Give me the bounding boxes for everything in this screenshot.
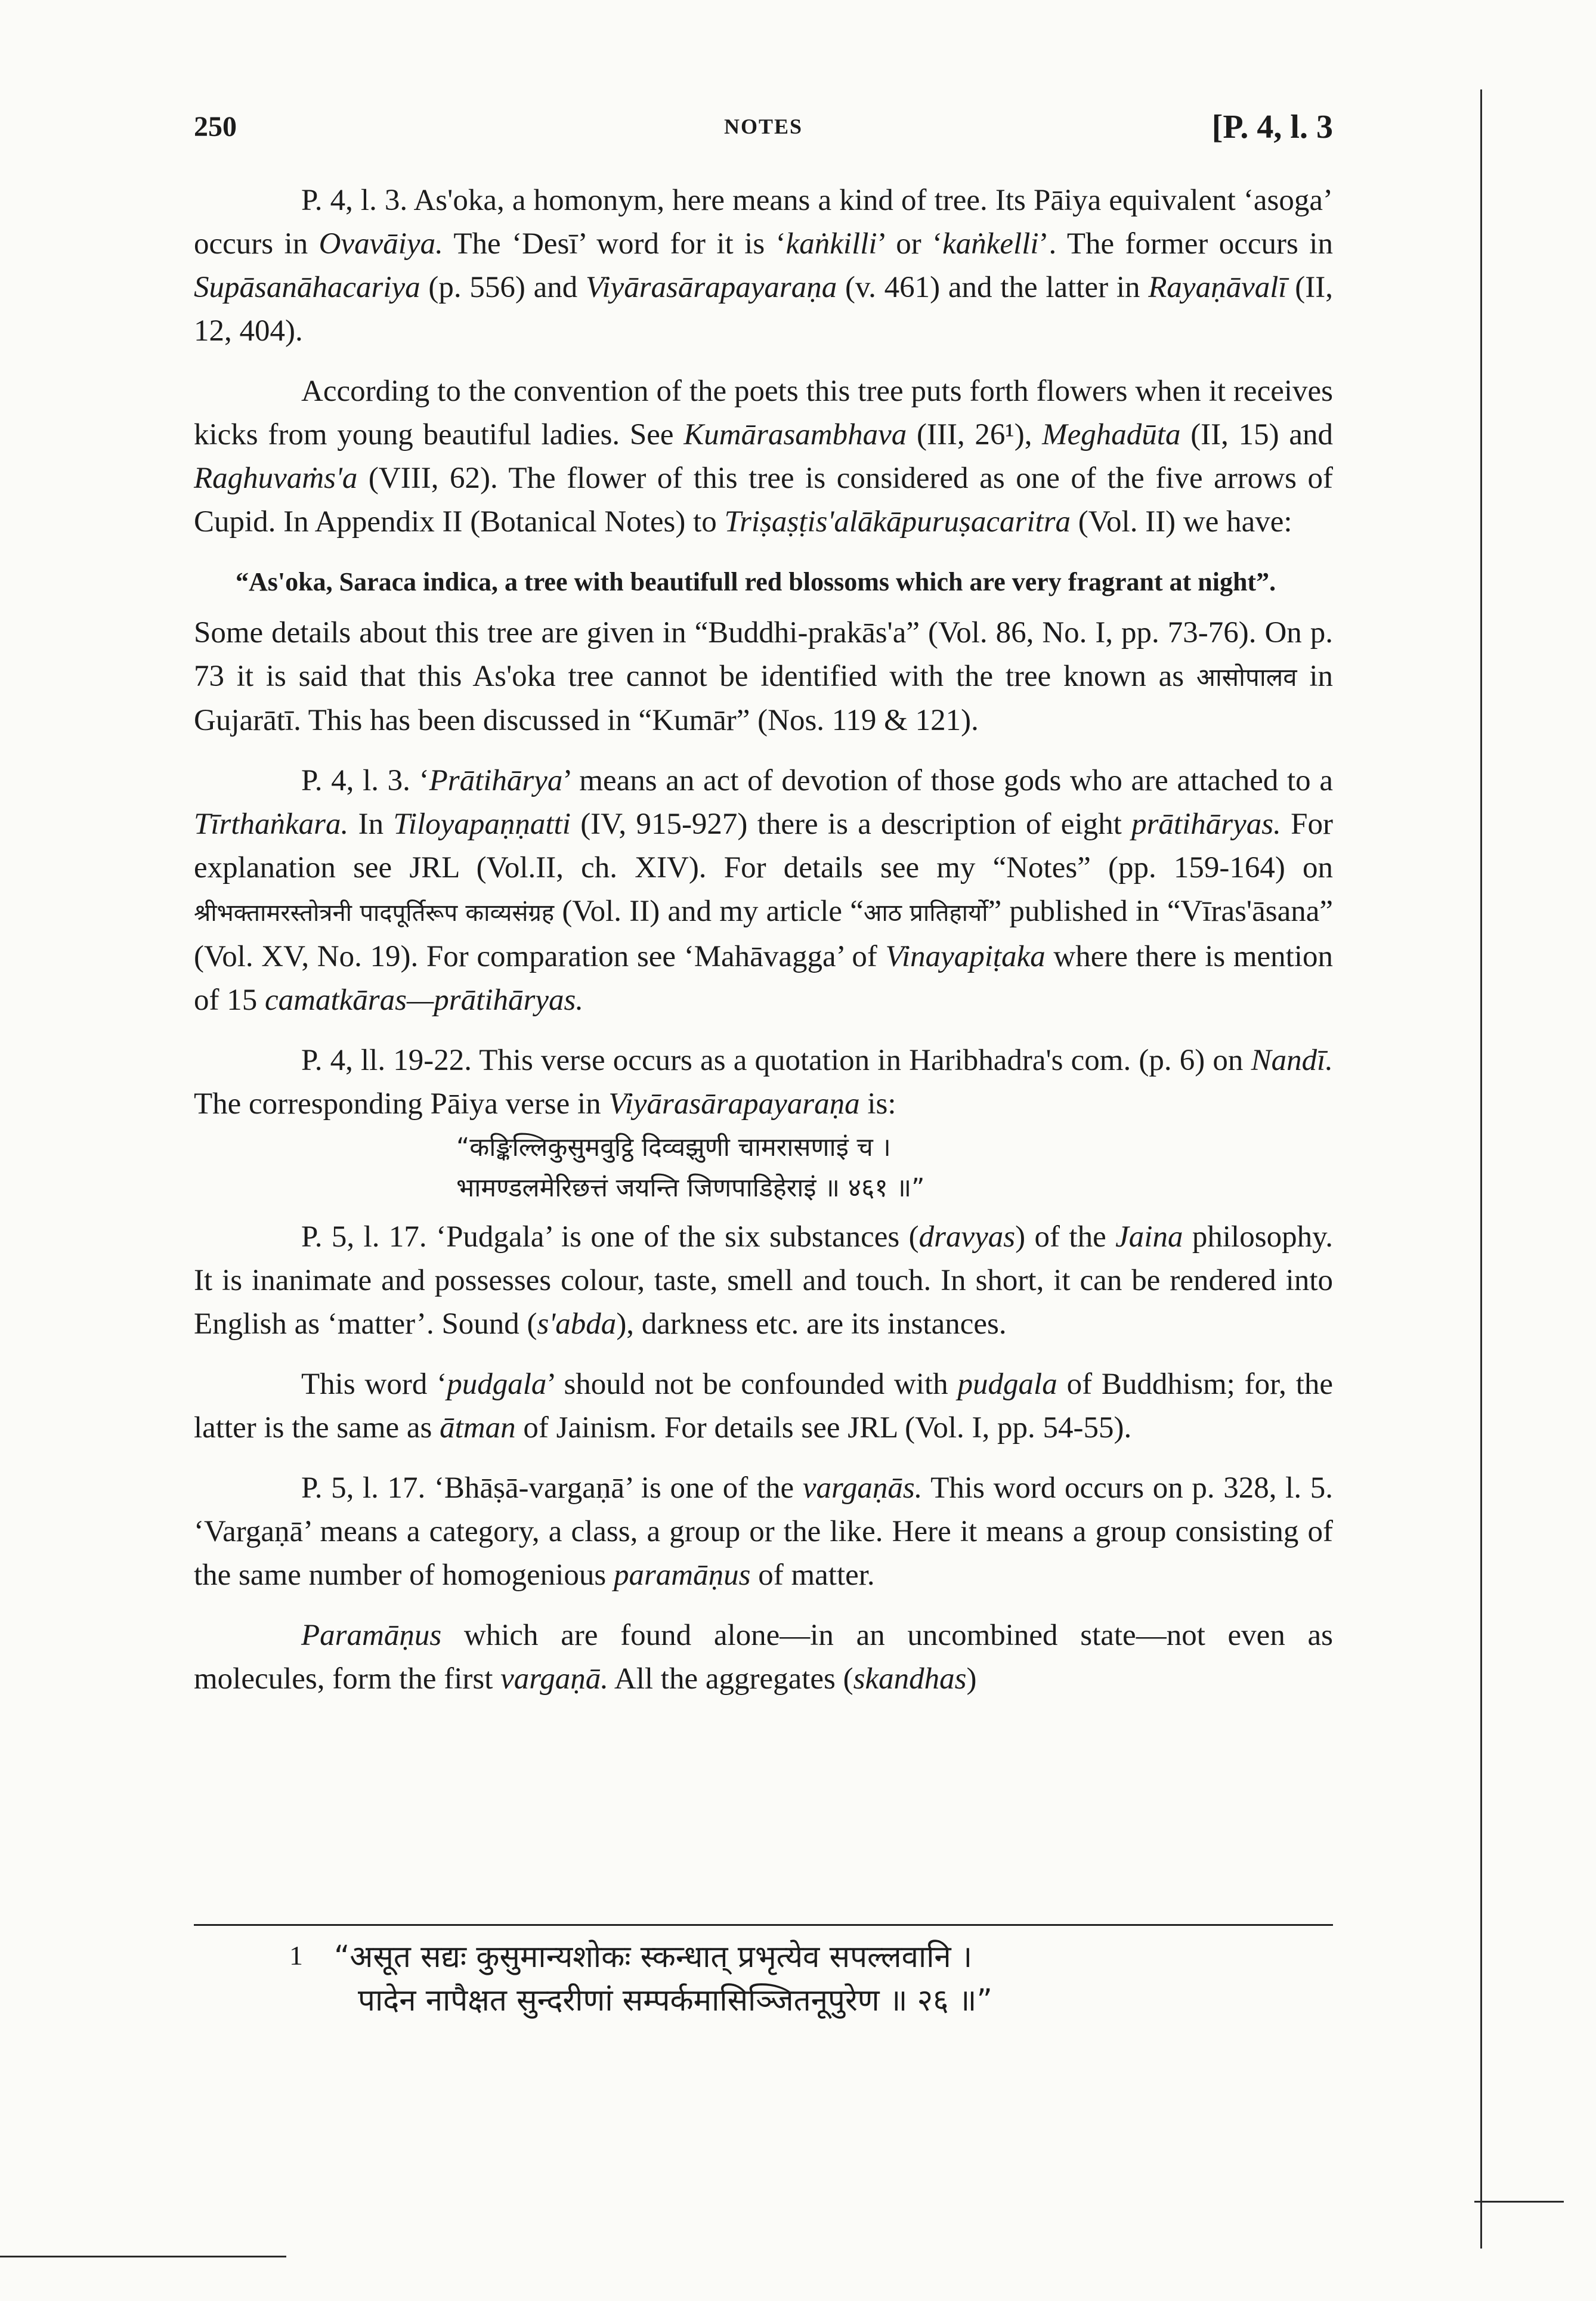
note-paragraph-bhasa-vargana: P. 5, l. 17. ‘Bhāṣā-vargaṇā’ is one of the vargaṇās. This word occurs on p. 328, l. 5. ‘Vargaṇā’ means a category, a class, a group or the like. Here it means a group consisting of the same number of homogenious paramāṇus of matter. (194, 1471, 1333, 1592)
scan-edge-corner (1474, 2201, 1564, 2203)
note-paragraph-buddhi-prakasa: Some details about this tree are given in “Buddhi-prakās'a” (Vol. 86, No. I, pp. 73-76). On p. 73 it is said that this As'oka tree cannot be identified with the tree known as आसोपालव in Gujarātī. This has been discussed in “Kumār” (Nos. 119 & 121). (194, 616, 1334, 737)
note-paragraph-pudgala-buddhism: This word ‘pudgala’ should not be confounded with pudgala of Buddhism; for, the latter is the same as ātman of Jainism. For details see JRL (Vol. I, pp. 54-55). (194, 1368, 1334, 1445)
scan-edge-line (1480, 89, 1482, 2249)
footnote-divider (194, 1924, 1333, 1926)
note-paragraph-pudgala: P. 5, l. 17. ‘Pudgala’ is one of the six substances (dravyas) of the Jaina philosophy. It is inanimate and possesses colour, taste, smell and touch. In short, it can be rendered into English as ‘matter’. Sound (s'abda), darkness etc. are its instances. (194, 1220, 1334, 1341)
botanical-quote: “As'oka, Saraca indica, a tree with beautifull red blossoms which are very fragrant at night”. (236, 567, 1276, 596)
footnote-number: 1 (289, 1940, 303, 1971)
main-text (194, 179, 1333, 1718)
page-reference: [P. 4, l. 3 (1211, 109, 1333, 146)
running-header (194, 110, 1333, 152)
verse-line-2: भामण्डलमेरिछत्तं जयन्ति जिणपाडिहेराइं ॥ ४६१ ॥” (456, 1173, 925, 1203)
verse-line-1: “कङ्किल्लिकुसुमवुट्ठि दिव्वझुणी चामरासणाइं च । (456, 1133, 891, 1162)
note-paragraph-pratiharya: P. 4, l. 3. ‘Prātihārya’ means an act of devotion of those gods who are attached to a Tīrthaṅkara. In Tiloyapaṇṇatti (IV, 915-927) there is a description of eight prātihāryas. For explanation see JRL (Vol.II, ch. XIV). For details see my “Notes” (pp. 159-164) on श्रीभक्तामरस्तोत्रनी पादपूर्तिरूप काव्यसंग्रह (Vol. II) and my article “आठ प्रातिहार्यो” published in “Vīras'āsana” (Vol. XV, No. 19). For comparation see ‘Mahāvagga’ of Vinayapiṭaka where there is mention of 15 camatkāras—prātihāryas. (194, 764, 1334, 1017)
footnote-line-1: “असूत सद्यः कुसुमान्यशोकः स्कन्धात् प्रभृत्येव सपल्लवानि । (334, 1940, 973, 1975)
running-title: NOTES (723, 115, 803, 138)
note-paragraph-convention: According to the convention of the poets this tree puts forth flowers when it receives kicks from young beautiful ladies. See Kumārasambhava (III, 26¹), Meghadūta (II, 15) and Raghuvaṁs'a (VIII, 62). The flower of this tree is considered as one of the five arrows of Cupid. In Appendix II (Botanical Notes) to Triṣaṣṭis'alākāpuruṣacaritra (Vol. II) we have: (194, 375, 1333, 539)
note-paragraph-paramanus: Paramāṇus which are found alone—in an uncombined state—not even as molecules, form the first vargaṇā. All the aggregates (skandhas) (194, 1619, 1333, 1696)
footnote (194, 1935, 1333, 2022)
footnote-line-2: पादेन नापैक्षत सुन्दरीणां सम्पर्कमासिञ्जितनूपुरेण ॥ २६ ॥” (358, 1983, 992, 2018)
note-paragraph-verse-quotation: P. 4, ll. 19-22. This verse occurs as a quotation in Haribhadra's com. (p. 6) on Nandī. The corresponding Pāiya verse in Viyārasārapayaraṇa is: (194, 1044, 1333, 1121)
scan-bottom-line (0, 2256, 286, 2257)
prakrit-verse (194, 1127, 1333, 1208)
page-number: 250 (194, 111, 237, 143)
note-paragraph-asoka: P. 4, l. 3. As'oka, a homonym, here means a kind of tree. Its Pāiya equivalent ‘asoga’ occurs in Ovavāiya. The ‘Desī’ word for it is ‘kaṅkilli’ or ‘kaṅkelli’. The former occurs in Supāsanāhacariya (p. 556) and Viyārasārapayaraṇa (v. 461) and the latter in Rayaṇāvalī (II, 12, 404). (194, 184, 1334, 348)
